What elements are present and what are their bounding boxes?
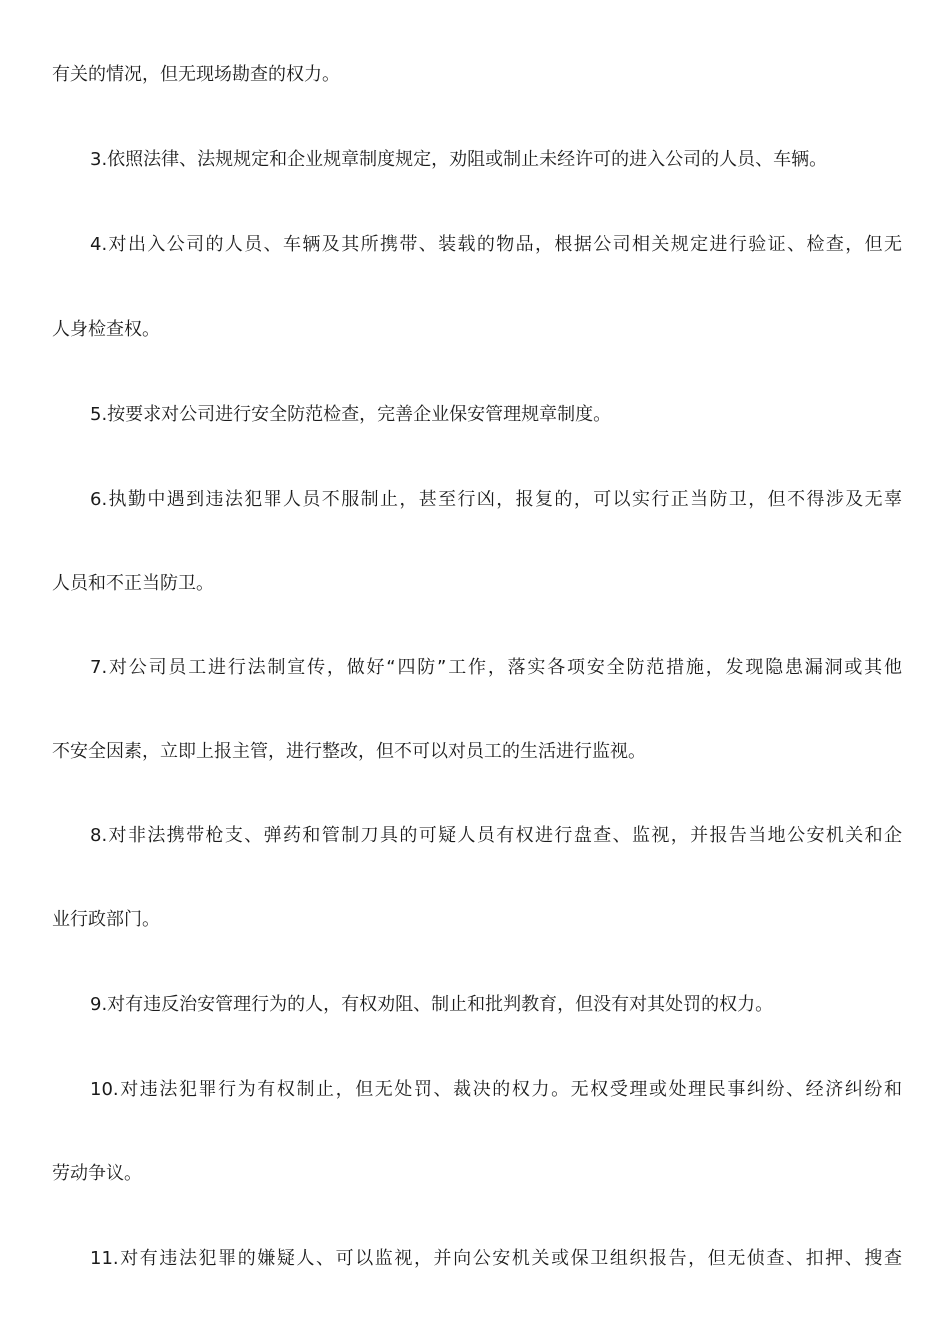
paragraph-line: 5.按要求对公司进行安全防范检查，完善企业保安管理规章制度。 [90, 404, 612, 425]
paragraph-line: 有关的情况，但无现场勘查的权力。 [52, 64, 340, 85]
paragraph-line: 4.对出入公司的人员、车辆及其所携带、装载的物品，根据公司相关规定进行验证、检查，但无 [90, 234, 902, 255]
paragraph-line: 7.对公司员工进行法制宣传，做好“四防”工作，落实各项安全防范措施，发现隐患漏洞或其他 [90, 657, 902, 678]
paragraph-line: 8.对非法携带枪支、弹药和管制刀具的可疑人员有权进行盘查、监视，并报告当地公安机关和企 [90, 825, 902, 846]
paragraph-line: 10.对违法犯罪行为有权制止，但无处罚、裁决的权力。无权受理或处理民事纠纷、经济纠纷和 [90, 1079, 902, 1100]
paragraph-line: 9.对有违反治安管理行为的人，有权劝阻、制止和批判教育，但没有对其处罚的权力。 [90, 994, 774, 1015]
paragraph-line: 人员和不正当防卫。 [52, 573, 214, 594]
paragraph-line: 6.执勤中遇到违法犯罪人员不服制止，甚至行凶，报复的，可以实行正当防卫，但不得涉及无辜 [90, 489, 902, 510]
paragraph-line: 3.依照法律、法规规定和企业规章制度规定，劝阻或制止未经许可的进入公司的人员、车辆。 [90, 149, 828, 170]
paragraph-line: 劳动争议。 [52, 1163, 142, 1184]
paragraph-line: 不安全因素，立即上报主管，进行整改，但不可以对员工的生活进行监视。 [52, 741, 646, 762]
paragraph-line: 人身检查权。 [52, 319, 160, 340]
paragraph-line: 业行政部门。 [52, 909, 160, 930]
paragraph-line: 11.对有违法犯罪的嫌疑人、可以监视，并向公安机关或保卫组织报告，但无侦查、扣押、搜查 [90, 1248, 902, 1269]
